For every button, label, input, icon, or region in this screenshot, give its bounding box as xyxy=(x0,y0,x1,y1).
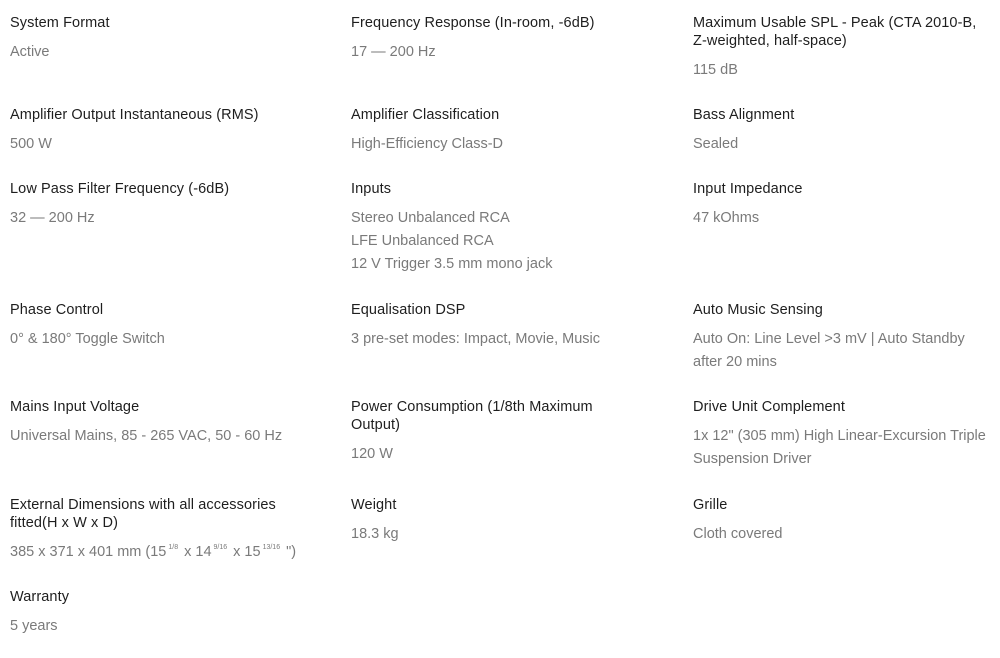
spec-value-line: 500 W xyxy=(10,136,52,152)
spec-value-line: 3 pre-set modes: Impact, Movie, Music xyxy=(351,331,600,347)
spec-label: Frequency Response (In-room, -6dB) xyxy=(351,15,595,31)
spec-value xyxy=(10,41,310,64)
spec-value-line: 17 — 200 Hz xyxy=(351,44,436,60)
spec-max-spl xyxy=(693,14,988,82)
dimensions-fraction: 9/16 xyxy=(213,544,228,551)
spec-power-consumption xyxy=(351,398,616,466)
dimensions-fraction: 13/16 xyxy=(262,544,281,551)
spec-value-line: 115 dB xyxy=(693,62,738,78)
spec-label: Weight xyxy=(351,497,397,513)
spec-phase-control xyxy=(10,301,310,351)
spec-external-dimensions xyxy=(10,496,300,564)
spec-grille xyxy=(693,496,993,546)
spec-label: Inputs xyxy=(351,181,392,197)
spec-value-line: 18.3 kg xyxy=(351,526,399,542)
spec-value xyxy=(351,443,616,466)
spec-value xyxy=(351,41,651,64)
spec-value-line: Universal Mains, 85 - 265 VAC, 50 - 60 Hz xyxy=(10,428,283,444)
spec-amplifier-output xyxy=(10,106,310,156)
spec-value xyxy=(10,541,300,564)
spec-equalisation-dsp xyxy=(351,301,651,351)
spec-label: Warranty xyxy=(10,589,70,605)
spec-label: Amplifier Classification xyxy=(351,107,500,123)
spec-label: Phase Control xyxy=(10,302,104,318)
spec-value xyxy=(10,133,310,156)
spec-value xyxy=(693,425,988,471)
spec-bass-alignment xyxy=(693,106,993,156)
spec-frequency-response xyxy=(351,14,651,64)
spec-value xyxy=(351,133,651,156)
spec-value xyxy=(10,615,310,638)
spec-input-impedance xyxy=(693,180,993,230)
spec-value-line: 12 V Trigger 3.5 mm mono jack xyxy=(351,256,553,272)
dimensions-text: ") xyxy=(286,544,297,560)
spec-value-line: Sealed xyxy=(693,136,739,152)
spec-label: External Dimensions with all accessories fitted(H x W x D) xyxy=(10,497,276,531)
dimensions-text: 385 x 371 x 401 mm (15 xyxy=(10,544,167,560)
spec-label: Mains Input Voltage xyxy=(10,399,140,415)
spec-value-line: 1x 12" (305 mm) High Linear-Excursion Triple Suspension Driver xyxy=(693,428,986,467)
spec-label: System Format xyxy=(10,15,110,31)
spec-value-line: 47 kOhms xyxy=(693,210,760,226)
spec-label: Maximum Usable SPL - Peak (CTA 2010-B, Z-weighted, half-space) xyxy=(693,15,977,49)
spec-value xyxy=(693,207,993,230)
spec-value xyxy=(10,207,310,230)
spec-weight xyxy=(351,496,651,546)
spec-label: Power Consumption (1/8th Maximum Output) xyxy=(351,399,593,433)
spec-mains-input-voltage xyxy=(10,398,310,448)
spec-value-line: High-Efficiency Class-D xyxy=(351,136,504,152)
spec-label: Grille xyxy=(693,497,728,513)
spec-label: Amplifier Output Instantaneous (RMS) xyxy=(10,107,259,123)
spec-label: Equalisation DSP xyxy=(351,302,466,318)
spec-value xyxy=(693,328,978,374)
spec-value-line: Auto On: Line Level >3 mV | Auto Standby after 20 mins xyxy=(693,331,965,370)
spec-value-line: 120 W xyxy=(351,446,393,462)
spec-label: Bass Alignment xyxy=(693,107,795,123)
spec-value-line: 0° & 180° Toggle Switch xyxy=(10,331,165,347)
spec-value-line: 32 — 200 Hz xyxy=(10,210,95,226)
spec-value-line: 5 years xyxy=(10,618,58,634)
spec-value xyxy=(351,207,651,276)
spec-label: Auto Music Sensing xyxy=(693,302,823,318)
spec-amplifier-classification xyxy=(351,106,651,156)
spec-value-line: Stereo Unbalanced RCA xyxy=(351,210,510,226)
spec-value xyxy=(693,523,993,546)
dimensions-text: x 14 xyxy=(184,544,212,560)
spec-label: Low Pass Filter Frequency (-6dB) xyxy=(10,181,230,197)
spec-value xyxy=(10,328,310,351)
spec-value xyxy=(693,59,988,82)
spec-value xyxy=(693,133,993,156)
spec-value xyxy=(351,523,651,546)
spec-low-pass-filter xyxy=(10,180,310,230)
dimensions-text: x 15 xyxy=(233,544,261,560)
spec-value-line: Active xyxy=(10,44,50,60)
spec-value xyxy=(10,425,310,448)
spec-label: Drive Unit Complement xyxy=(693,399,845,415)
spec-value-line: Cloth covered xyxy=(693,526,783,542)
spec-drive-unit-complement xyxy=(693,398,988,471)
dimensions-fraction: 1/8 xyxy=(168,544,179,551)
spec-warranty xyxy=(10,588,310,638)
spec-value xyxy=(351,328,651,351)
spec-system-format xyxy=(10,14,310,64)
spec-label: Input Impedance xyxy=(693,181,803,197)
spec-auto-music-sensing xyxy=(693,301,978,374)
spec-inputs xyxy=(351,180,651,276)
spec-value-line: LFE Unbalanced RCA xyxy=(351,233,494,249)
